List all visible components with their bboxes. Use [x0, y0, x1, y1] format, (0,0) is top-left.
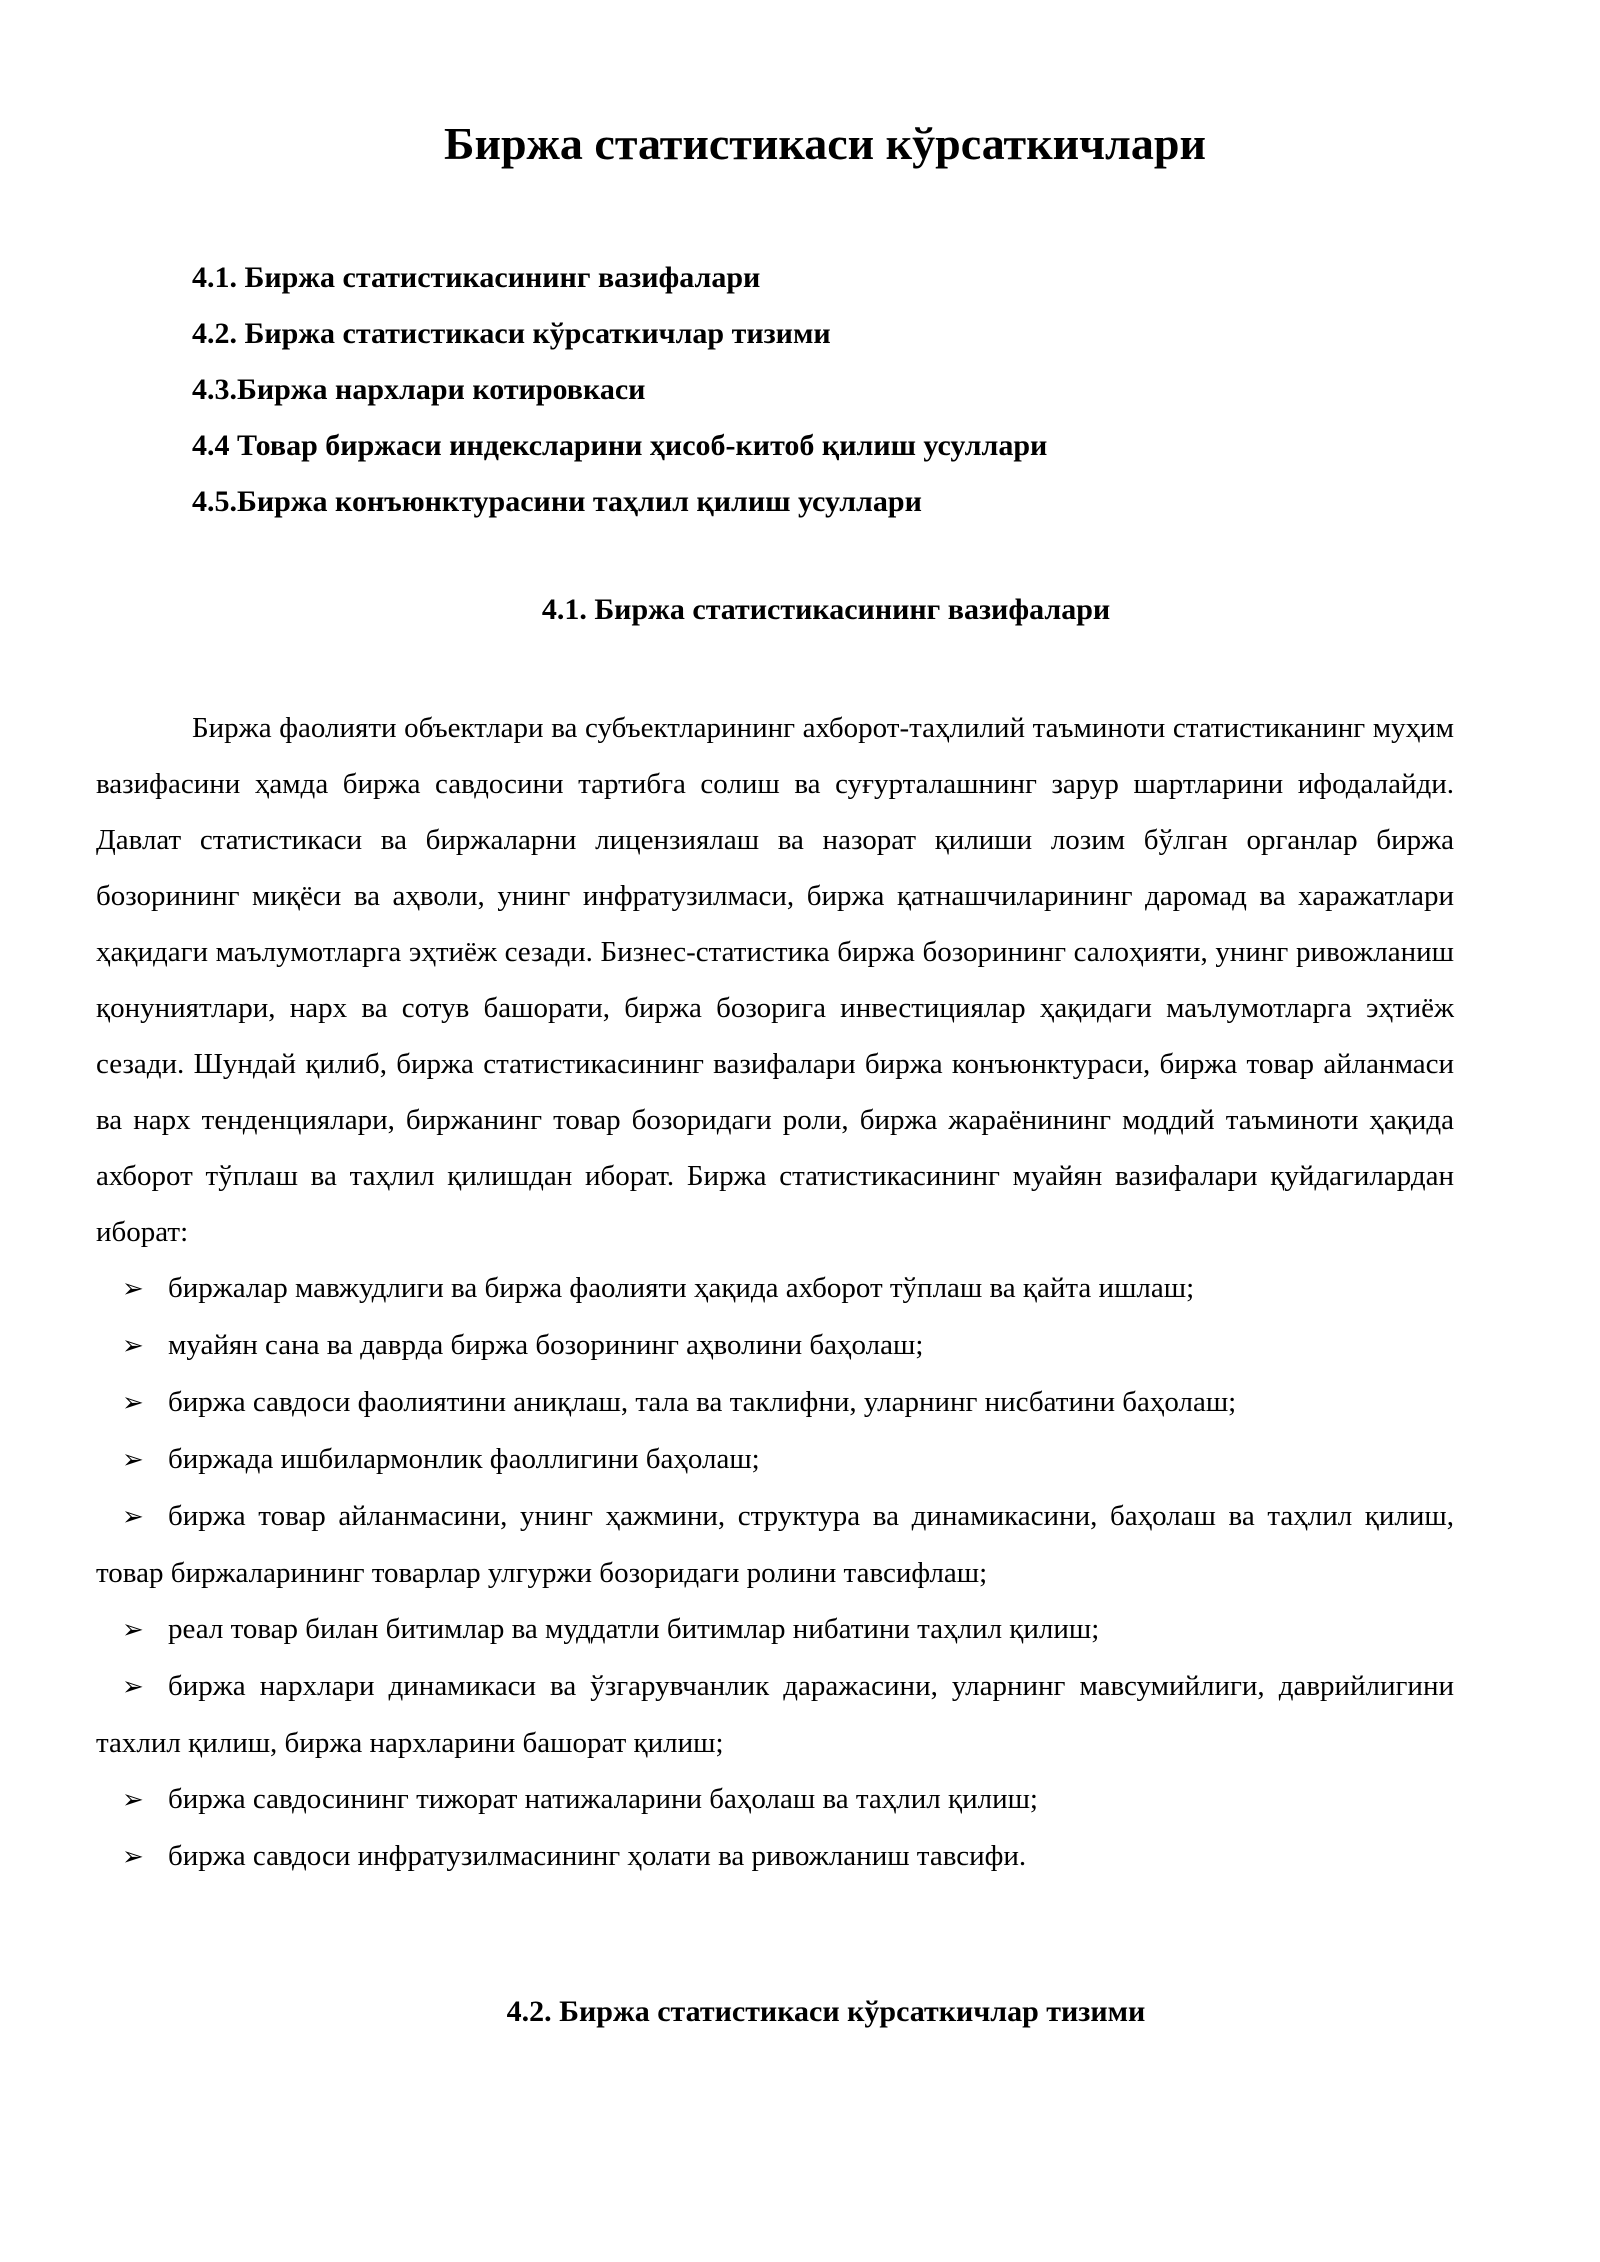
list-item: [96, 1488, 1454, 1601]
list-item: [96, 1658, 1454, 1771]
arrowhead-bullet-icon: ➢: [122, 1331, 144, 1361]
toc-item: 4.1. Биржа статистикасининг вазифалари: [192, 261, 761, 294]
list-item: [96, 1771, 1454, 1828]
toc-item: 4.3.Биржа нархлари котировкаси: [192, 373, 646, 406]
arrowhead-bullet-icon: ➢: [122, 1615, 144, 1645]
list-item: [96, 1317, 1454, 1374]
arrowhead-bullet-icon: ➢: [122, 1502, 144, 1532]
list-item: [96, 1601, 1454, 1658]
list-item-text: биржада ишбилармонлик фаоллигини баҳолаш;: [168, 1443, 760, 1475]
list-item: [96, 1374, 1454, 1431]
table-of-contents: [192, 250, 1492, 530]
list-item-text: биржа нархлари динамикаси ва ўзгарувчанлик даражасини, уларнинг мавсумийлиги, даврийлигини тахлил қилиш, биржа нархларини башорат қилиш;: [96, 1670, 1454, 1759]
list-item-text: биржа савдосининг тижорат натижаларини баҳолаш ва таҳлил қилиш;: [168, 1783, 1038, 1815]
arrowhead-bullet-icon: ➢: [122, 1388, 144, 1418]
arrowhead-bullet-icon: ➢: [122, 1842, 144, 1872]
list-item-text: биржалар мавжудлиги ва биржа фаолияти ҳақида ахборот тўплаш ва қайта ишлаш;: [168, 1272, 1195, 1304]
list-item: [96, 1260, 1454, 1317]
task-list: [96, 1260, 1454, 1885]
toc-item: 4.5.Биржа конъюнктурасини таҳлил қилиш усуллари: [192, 485, 922, 518]
list-item-text: биржа товар айланмасини, унинг ҳажмини, структура ва динамикасини, баҳолаш ва таҳлил қилиш, товар биржаларининг товарлар улгуржи бозоридаги ролини тавсифлаш;: [96, 1500, 1454, 1589]
body-paragraph: Биржа фаолияти объектлари ва субъектларининг ахборот-таҳлилий таъминоти статистиканинг муҳим вазифасини ҳамда биржа савдосини тартибга солиш ва суғурталашнинг зарур шартларини ифодалайди. Давлат статистикаси ва биржаларни лицензиялаш ва назорат қилиши лозим бўлган органлар биржа бозорининг миқёси ва аҳволи, унинг инфратузилмаси, биржа қатнашчиларининг даромад ва харажатлари ҳақидаги маълумотларга эҳтиёж сезади. Бизнес-статистика биржа бозорининг салоҳияти, унинг ривожланиш қонуниятлари, нарх ва сотув башорати, биржа бозорига инвестициялар ҳақидаги маълумотларга эҳтиёж сезади. Шундай қилиб, биржа статистикасининг вазифалари биржа конъюнктураси, биржа товар айланмаси ва нарх тенденциялари, биржанинг товар бозоридаги роли, биржа жараёнининг моддий таъминоти ҳақида ахборот тўплаш ва таҳлил қилишдан иборат. Биржа статистикасининг муайян вазифалари қуйдагилардан иборат:: [96, 712, 1454, 1248]
list-item-text: реал товар билан битимлар ва муддатли битимлар нибатини таҳлил қилиш;: [168, 1613, 1100, 1645]
list-item: [96, 1828, 1454, 1885]
section-body-4-1: [96, 700, 1454, 1885]
toc-item: 4.2. Биржа статистикаси кўрсаткичлар тизими: [192, 317, 831, 350]
list-item-text: биржа савдоси инфратузилмасининг ҳолати ва ривожланиш тавсифи.: [168, 1840, 1027, 1872]
arrowhead-bullet-icon: ➢: [122, 1672, 144, 1702]
list-item: [96, 1431, 1454, 1488]
arrowhead-bullet-icon: ➢: [122, 1785, 144, 1815]
list-item-text: биржа савдоси фаолиятини аниқлаш, тала ва таклифни, уларнинг нисбатини баҳолаш;: [168, 1386, 1237, 1418]
list-item-text: муайян сана ва даврда биржа бозорининг аҳволини баҳолаш;: [168, 1329, 924, 1361]
arrowhead-bullet-icon: ➢: [122, 1445, 144, 1475]
arrowhead-bullet-icon: ➢: [122, 1274, 144, 1304]
section-heading-4-1: 4.1. Биржа статистикасининг вазифалари: [541, 593, 1111, 626]
toc-item: 4.4 Товар биржаси индексларини ҳисоб-китоб қилиш усуллари: [192, 429, 1048, 462]
document-title: Биржа статистикаси кўрсаткичлари: [444, 118, 1206, 169]
section-heading-4-2: 4.2. Биржа статистикаси кўрсаткичлар тизими: [506, 1995, 1146, 2028]
